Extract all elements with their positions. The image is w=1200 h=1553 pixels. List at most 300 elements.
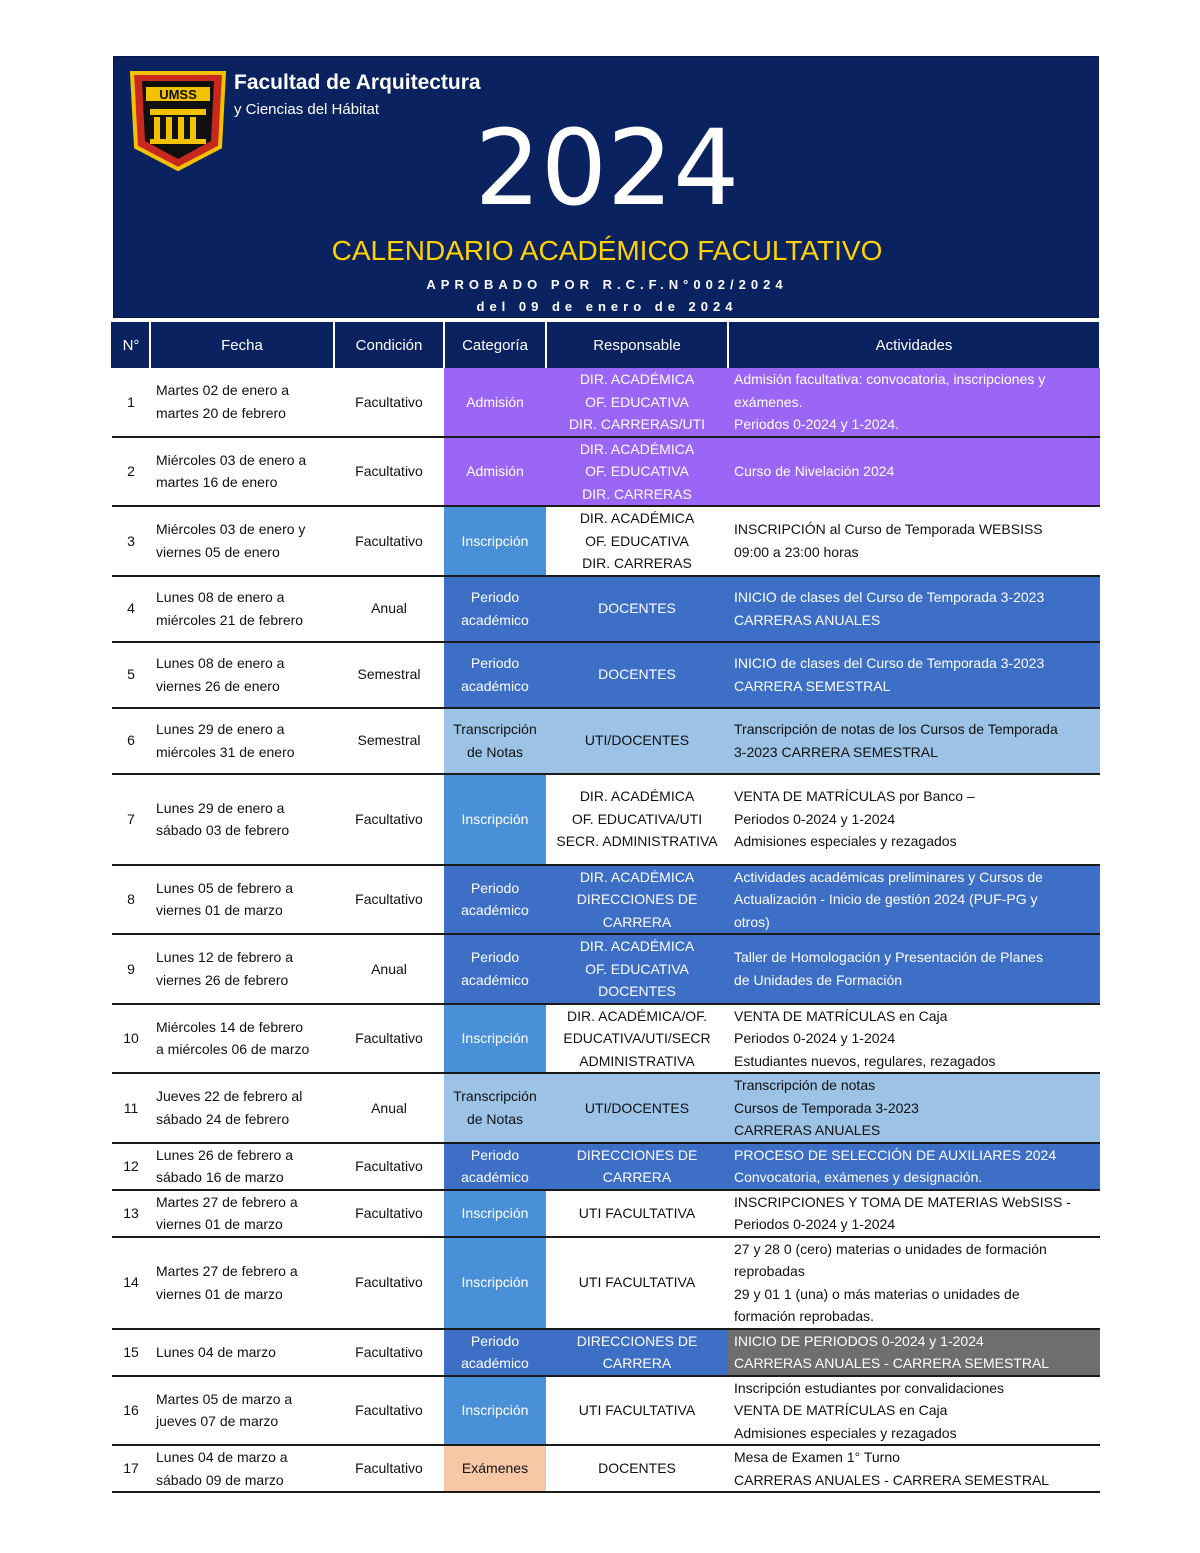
condition-cell: [334, 1376, 444, 1446]
date-cell-line: Miércoles 14 de febrero: [156, 1018, 304, 1035]
condition-cell: [334, 934, 444, 1004]
category-cell-line: académico: [461, 611, 529, 628]
responsible-cell-line: ADMINISTRATIVA: [579, 1052, 695, 1069]
date-cell-line: Lunes 29 de enero a: [156, 721, 285, 737]
activities-cell-line: 3-2023 CARRERA SEMESTRAL: [734, 743, 938, 760]
condition-cell: [334, 1073, 444, 1143]
activities-cell-line: INICIO de clases del Curso de Temporada 3-2023: [734, 589, 1045, 605]
row-number: [112, 708, 150, 774]
row-number-line: 15: [123, 1343, 139, 1360]
date-cell: [150, 1143, 334, 1190]
row-number-line: 16: [123, 1402, 139, 1418]
date-cell-line: Lunes 26 de febrero a: [156, 1146, 293, 1163]
category-cell-line: Admisión: [466, 393, 524, 410]
date-cell: [150, 865, 334, 935]
category-cell: [444, 576, 546, 642]
condition-cell: [334, 1004, 444, 1074]
date-cell: [150, 1073, 334, 1143]
responsible-cell-line: OF. EDUCATIVA/UTI: [571, 810, 703, 827]
responsible-cell-line: OF. EDUCATIVA: [585, 532, 689, 549]
responsible-cell-line: CARRERA: [602, 1355, 672, 1371]
activities-cell-line: Admisiones especiales y rezagados: [734, 833, 957, 850]
category-cell-line: Periodo: [470, 589, 520, 605]
activities-cell-line: Inscripción estudiantes por convalidaciones: [734, 1379, 1005, 1396]
category-cell-line: académico: [461, 677, 529, 694]
activities-cell-line: Taller de Homologación y Presentación de Planes: [734, 949, 1043, 966]
activities-cell: [728, 368, 1100, 437]
category-cell-line: Transcripción: [453, 721, 537, 737]
row-number: [112, 576, 150, 642]
condition-cell: [334, 368, 444, 437]
category-cell: [444, 1143, 546, 1190]
row-number-line: 7: [127, 810, 135, 827]
activities-cell: [728, 1237, 1100, 1329]
responsible-cell-line: DIR. ACADÉMICA: [579, 371, 695, 387]
responsible-cell-line: DOCENTES: [598, 983, 676, 999]
category-cell: [444, 642, 546, 708]
condition-cell-line: Facultativo: [355, 1343, 423, 1360]
category-cell-line: Periodo: [470, 949, 520, 966]
row-number: [112, 642, 150, 708]
activities-cell-line: Admisión facultativa: convocatoria, inscripciones y: [734, 371, 1046, 387]
category-cell-line: Periodo: [470, 655, 520, 671]
row-number-line: 9: [127, 960, 135, 977]
condition-cell-line: Anual: [371, 1099, 407, 1116]
condition-cell: [334, 437, 444, 507]
row-number: [112, 865, 150, 935]
row-number: [112, 1329, 150, 1376]
responsible-cell: [546, 642, 728, 708]
responsible-cell: [546, 1004, 728, 1074]
responsible-cell-line: UTI FACULTATIVA: [578, 1204, 696, 1221]
category-cell: [444, 1376, 546, 1446]
condition-cell-line: Facultativo: [355, 1460, 423, 1477]
approval-resolution: APROBADO POR R.C.F.N°002/2024: [426, 277, 788, 292]
table-row: [112, 1073, 1100, 1143]
category-cell-line: Exámenes: [461, 1460, 529, 1477]
table-row: [112, 934, 1100, 1004]
category-cell: [444, 708, 546, 774]
responsible-cell-line: DOCENTES: [598, 600, 676, 617]
date-cell-line: Miércoles 03 de enero a: [156, 451, 307, 468]
responsible-cell: [546, 1237, 728, 1329]
row-number: [112, 1445, 150, 1492]
date-cell: [150, 576, 334, 642]
date-cell-line: Martes 27 de febrero a: [156, 1193, 298, 1210]
date-cell-line: Lunes 08 de enero a: [156, 655, 285, 671]
responsible-cell-line: OF. EDUCATIVA: [585, 960, 689, 977]
date-cell-line: viernes 26 de enero: [156, 677, 280, 694]
table-row: [112, 1143, 1100, 1190]
table-row: [112, 1190, 1100, 1237]
activities-cell: [728, 708, 1100, 774]
calendar-header: [113, 56, 1099, 318]
activities-cell-line: Admisiones especiales y rezagados: [734, 1424, 957, 1441]
activities-cell-line: Periodos 0-2024 y 1-2024: [734, 810, 896, 827]
date-cell: [150, 1237, 334, 1329]
row-number: [112, 1237, 150, 1329]
activities-cell-line: 27 y 28 0 (cero) materias o unidades de formación: [734, 1240, 1047, 1257]
row-number: [112, 437, 150, 507]
activities-cell-line: Mesa de Examen 1° Turno: [734, 1449, 900, 1465]
table-row: [112, 865, 1100, 935]
responsible-cell-line: DIR. ACADÉMICA: [579, 868, 695, 885]
calendar-title: CALENDARIO ACADÉMICO FACULTATIVO: [331, 235, 883, 266]
activities-cell-line: formación reprobadas.: [734, 1308, 875, 1324]
responsible-cell-line: DIR. CARRERAS/UTI: [568, 416, 706, 432]
responsible-cell: [546, 1190, 728, 1237]
faculty-title: Facultad de Arquitectura: [234, 71, 481, 94]
date-cell-line: Lunes 29 de enero a: [156, 799, 285, 816]
responsible-cell-line: DIRECCIONES DE: [576, 891, 698, 907]
condition-cell-line: Anual: [371, 600, 407, 617]
responsible-cell-line: DIR. ACADÉMICA: [579, 788, 695, 805]
responsible-cell-line: DIRECCIONES DE: [576, 1146, 698, 1163]
responsible-cell: [546, 1445, 728, 1492]
row-number-line: 6: [127, 732, 135, 749]
responsible-cell-line: UTI FACULTATIVA: [578, 1274, 696, 1291]
category-cell: [444, 1445, 546, 1492]
date-cell-line: viernes 05 de enero: [156, 543, 280, 560]
date-cell-line: Lunes 12 de febrero a: [156, 949, 293, 966]
column-header: N°: [112, 322, 150, 368]
activities-cell-line: CARRERAS ANUALES - CARRERA SEMESTRAL: [734, 1471, 1050, 1488]
responsible-cell: [546, 1329, 728, 1376]
category-cell-line: Inscripción: [461, 1030, 529, 1046]
activities-cell: [728, 934, 1100, 1004]
row-number-line: 4: [127, 600, 135, 617]
activities-cell-line: PROCESO DE SELECCIÓN DE AUXILIARES 2024: [734, 1146, 1057, 1163]
activities-cell-line: Periodos 0-2024 y 1-2024: [734, 1030, 896, 1046]
date-cell-line: Martes 05 de marzo a: [156, 1390, 293, 1407]
date-cell-line: viernes 01 de marzo: [156, 902, 283, 919]
date-cell-line: viernes 26 de febrero: [156, 971, 289, 988]
activities-cell-line: Transcripción de notas: [734, 1077, 876, 1093]
category-cell-line: Inscripción: [461, 1274, 529, 1291]
condition-cell-line: Facultativo: [355, 1030, 423, 1046]
date-cell-line: a miércoles 06 de marzo: [156, 1041, 310, 1058]
category-cell-line: académico: [461, 971, 529, 988]
activities-cell-line: VENTA DE MATRÍCULAS en Caja: [734, 1402, 948, 1418]
responsible-cell-line: OF. EDUCATIVA: [585, 393, 689, 410]
condition-cell: [334, 1329, 444, 1376]
column-header: Actividades: [728, 322, 1100, 368]
activities-cell: [728, 576, 1100, 642]
activities-cell-line: Curso de Nivelación 2024: [734, 463, 895, 479]
responsible-cell: [546, 1143, 728, 1190]
activities-cell: [728, 1190, 1100, 1237]
condition-cell: [334, 1445, 444, 1492]
activities-cell-line: VENTA DE MATRÍCULAS en Caja: [734, 1007, 948, 1024]
activities-cell-line: 09:00 a 23:00 horas: [734, 543, 859, 560]
logo-text: UMSS: [159, 87, 197, 102]
table-row: [112, 506, 1100, 576]
condition-cell-line: Facultativo: [355, 393, 423, 410]
category-cell-line: Periodo: [470, 1146, 520, 1163]
row-number-line: 8: [127, 891, 135, 907]
date-cell-line: Martes 27 de febrero a: [156, 1263, 298, 1279]
date-cell-line: sábado 09 de marzo: [156, 1471, 284, 1488]
date-cell-line: Lunes 04 de marzo a: [156, 1449, 288, 1465]
category-cell-line: académico: [461, 902, 529, 919]
condition-cell-line: Facultativo: [355, 891, 423, 907]
row-number: [112, 934, 150, 1004]
condition-cell-line: Facultativo: [355, 532, 423, 549]
responsible-cell-line: UTI/DOCENTES: [584, 732, 690, 749]
activities-cell: [728, 1329, 1100, 1376]
responsible-cell-line: DIRECCIONES DE: [576, 1332, 698, 1349]
faculty-subtitle: y Ciencias del Hábitat: [234, 101, 380, 118]
category-cell: [444, 1237, 546, 1329]
date-cell-line: sábado 16 de marzo: [156, 1169, 284, 1185]
activities-cell: [728, 1004, 1100, 1074]
date-cell-line: viernes 01 de marzo: [156, 1216, 283, 1232]
date-cell-line: miércoles 31 de enero: [156, 743, 295, 760]
category-cell: [444, 1004, 546, 1074]
row-number-line: 11: [123, 1099, 139, 1116]
row-number: [112, 1073, 150, 1143]
condition-cell: [334, 576, 444, 642]
column-header: Responsable: [546, 322, 728, 368]
table-row: [112, 708, 1100, 774]
date-cell: [150, 1376, 334, 1446]
responsible-cell-line: DIR. ACADÉMICA: [579, 938, 695, 954]
condition-cell: [334, 506, 444, 576]
table-row: [112, 774, 1100, 865]
row-number-line: 14: [123, 1274, 139, 1291]
activities-cell-line: Transcripción de notas de los Cursos de Temporada: [734, 721, 1058, 737]
responsible-cell: [546, 1073, 728, 1143]
calendar-table: [111, 322, 1101, 1493]
date-cell: [150, 1004, 334, 1074]
condition-cell-line: Facultativo: [355, 1402, 423, 1418]
activities-cell-line: INICIO DE PERIODOS 0-2024 y 1-2024: [734, 1332, 984, 1349]
responsible-cell-line: CARRERA: [602, 913, 672, 930]
activities-cell-line: CARRERA SEMESTRAL: [734, 677, 891, 694]
condition-cell: [334, 708, 444, 774]
category-cell-line: académico: [461, 1355, 529, 1371]
responsible-cell-line: DOCENTES: [598, 1460, 676, 1477]
activities-cell: [728, 506, 1100, 576]
condition-cell: [334, 1143, 444, 1190]
category-cell: [444, 774, 546, 865]
row-number-line: 1: [127, 393, 135, 410]
table-row: [112, 576, 1100, 642]
row-number-line: 17: [123, 1460, 139, 1477]
row-number: [112, 1004, 150, 1074]
category-cell-line: Inscripción: [461, 532, 529, 549]
category-cell-line: Admisión: [466, 463, 524, 479]
responsible-cell: [546, 576, 728, 642]
responsible-cell: [546, 437, 728, 507]
table-header-row: [112, 322, 1100, 368]
approval-date: del 09 de enero de 2024: [476, 299, 738, 314]
column-header: Fecha: [150, 322, 334, 368]
responsible-cell-line: DIR. CARRERAS: [582, 555, 692, 571]
activities-cell: [728, 865, 1100, 935]
date-cell: [150, 642, 334, 708]
activities-cell: [728, 437, 1100, 507]
date-cell-line: martes 16 de enero: [156, 474, 278, 491]
activities-cell-line: Cursos de Temporada 3-2023: [734, 1099, 919, 1116]
row-number: [112, 1143, 150, 1190]
category-cell: [444, 934, 546, 1004]
row-number: [112, 774, 150, 865]
column-header: Condición: [334, 322, 444, 368]
category-cell-line: Periodo: [470, 1332, 520, 1349]
category-cell-line: Transcripción: [453, 1088, 537, 1105]
date-cell-line: Lunes 05 de febrero a: [156, 879, 293, 896]
date-cell-line: jueves 07 de marzo: [156, 1413, 279, 1430]
date-cell: [150, 774, 334, 865]
condition-cell-line: Facultativo: [355, 463, 423, 479]
activities-cell-line: INSCRIPCIONES Y TOMA DE MATERIAS WebSISS -: [734, 1193, 1071, 1210]
row-number: [112, 506, 150, 576]
row-number-line: 10: [123, 1030, 139, 1046]
date-cell-line: Lunes 04 de marzo: [156, 1343, 276, 1360]
condition-cell-line: Semestral: [357, 732, 421, 749]
condition-cell: [334, 865, 444, 935]
responsible-cell-line: DOCENTES: [598, 666, 676, 683]
date-cell-line: Martes 02 de enero a: [156, 382, 290, 399]
activities-cell: [728, 1073, 1100, 1143]
date-cell-line: Jueves 22 de febrero al: [156, 1088, 303, 1105]
table-row: [112, 1376, 1100, 1446]
table-row: [112, 1237, 1100, 1329]
responsible-cell-line: UTI FACULTATIVA: [578, 1402, 696, 1418]
responsible-cell: [546, 506, 728, 576]
activities-cell: [728, 1143, 1100, 1190]
date-cell-line: viernes 01 de marzo: [156, 1285, 283, 1302]
year-title: 2024: [474, 107, 740, 229]
category-cell-line: Inscripción: [461, 1402, 529, 1418]
date-cell: [150, 708, 334, 774]
category-cell-line: académico: [461, 1169, 529, 1185]
table-row: [112, 368, 1100, 437]
responsible-cell-line: EDUCATIVA/UTI/SECR: [563, 1030, 711, 1046]
date-cell-line: Lunes 08 de enero a: [156, 589, 285, 605]
responsible-cell-line: OF. EDUCATIVA: [585, 463, 689, 479]
category-cell: [444, 1073, 546, 1143]
row-number: [112, 1190, 150, 1237]
category-cell: [444, 865, 546, 935]
activities-cell-line: 29 y 01 1 (una) o más materias o unidades de: [734, 1285, 1020, 1302]
table-row: [112, 437, 1100, 507]
category-cell-line: Periodo: [470, 879, 520, 896]
column-header: Categoría: [444, 322, 546, 368]
date-cell-line: Miércoles 03 de enero y: [156, 521, 306, 538]
table-row: [112, 1004, 1100, 1074]
responsible-cell-line: DIR. CARRERAS: [582, 485, 692, 502]
condition-cell: [334, 642, 444, 708]
responsible-cell-line: DIR. ACADÉMICA: [579, 510, 695, 526]
category-cell-line: Inscripción: [461, 1204, 529, 1221]
responsible-cell-line: DIR. ACADÉMICA: [579, 440, 695, 457]
activities-cell-line: Periodos 0-2024 y 1-2024.: [734, 416, 899, 432]
activities-cell-line: CARRERAS ANUALES: [734, 1122, 881, 1138]
activities-cell: [728, 1376, 1100, 1446]
date-cell: [150, 1190, 334, 1237]
responsible-cell: [546, 865, 728, 935]
activities-cell-line: de Unidades de Formación: [734, 971, 903, 988]
condition-cell-line: Facultativo: [355, 1274, 423, 1291]
row-number-line: 12: [123, 1157, 139, 1174]
responsible-cell-line: CARRERA: [602, 1169, 672, 1185]
date-cell: [150, 437, 334, 507]
date-cell-line: martes 20 de febrero: [156, 404, 286, 421]
category-cell: [444, 1329, 546, 1376]
category-cell-line: Inscripción: [461, 810, 529, 827]
activities-cell-line: Actividades académicas preliminares y Cursos de: [734, 868, 1043, 885]
activities-cell-line: exámenes.: [734, 393, 803, 410]
date-cell: [150, 506, 334, 576]
date-cell: [150, 368, 334, 437]
responsible-cell: [546, 934, 728, 1004]
activities-cell-line: INSCRIPCIÓN al Curso de Temporada WEBSISS: [734, 521, 1043, 538]
row-number-line: 13: [123, 1204, 139, 1221]
date-cell: [150, 1329, 334, 1376]
date-cell-line: sábado 24 de febrero: [156, 1110, 290, 1127]
responsible-cell: [546, 708, 728, 774]
category-cell: [444, 368, 546, 437]
condition-cell-line: Facultativo: [355, 810, 423, 827]
condition-cell-line: Anual: [371, 960, 407, 977]
activities-cell-line: Convocatoria, exámenes y designación.: [734, 1169, 983, 1185]
row-number-line: 2: [127, 463, 135, 479]
activities-cell: [728, 1445, 1100, 1492]
date-cell-line: miércoles 21 de febrero: [156, 611, 304, 628]
activities-cell-line: CARRERAS ANUALES: [734, 611, 881, 628]
date-cell-line: sábado 03 de febrero: [156, 822, 290, 838]
row-number: [112, 1376, 150, 1446]
activities-cell-line: INICIO de clases del Curso de Temporada 3-2023: [734, 655, 1045, 671]
category-cell: [444, 506, 546, 576]
responsible-cell: [546, 774, 728, 865]
activities-cell: [728, 774, 1100, 865]
condition-cell-line: Facultativo: [355, 1157, 423, 1174]
activities-cell-line: Actualización - Inicio de gestión 2024 (PUF-PG y: [734, 891, 1038, 907]
condition-cell: [334, 774, 444, 865]
activities-cell-line: CARRERAS ANUALES - CARRERA SEMESTRAL: [734, 1355, 1050, 1371]
condition-cell-line: Semestral: [357, 666, 421, 683]
activities-cell-line: otros): [734, 913, 770, 930]
category-cell: [444, 437, 546, 507]
row-number: [112, 368, 150, 437]
category-cell-line: de Notas: [466, 1110, 524, 1127]
category-cell-line: de Notas: [466, 743, 524, 760]
row-number-line: 5: [127, 666, 135, 683]
date-cell: [150, 1445, 334, 1492]
table-row: [112, 1445, 1100, 1492]
category-cell: [444, 1190, 546, 1237]
condition-cell-line: Facultativo: [355, 1204, 423, 1221]
responsible-cell: [546, 368, 728, 437]
activities-cell-line: Periodos 0-2024 y 1-2024: [734, 1216, 896, 1232]
activities-cell-line: Estudiantes nuevos, regulares, rezagados: [734, 1052, 996, 1069]
activities-cell-line: reprobadas: [734, 1263, 805, 1279]
condition-cell: [334, 1237, 444, 1329]
date-cell: [150, 934, 334, 1004]
table-body: [112, 368, 1100, 1492]
activities-cell-line: VENTA DE MATRÍCULAS por Banco –: [734, 788, 975, 805]
responsible-cell-line: DIR. ACADÉMICA/OF.: [566, 1007, 708, 1024]
activities-cell: [728, 642, 1100, 708]
table-row: [112, 642, 1100, 708]
responsible-cell: [546, 1376, 728, 1446]
condition-cell: [334, 1190, 444, 1237]
responsible-cell-line: UTI/DOCENTES: [584, 1099, 690, 1116]
responsible-cell-line: SECR. ADMINISTRATIVA: [556, 833, 718, 850]
